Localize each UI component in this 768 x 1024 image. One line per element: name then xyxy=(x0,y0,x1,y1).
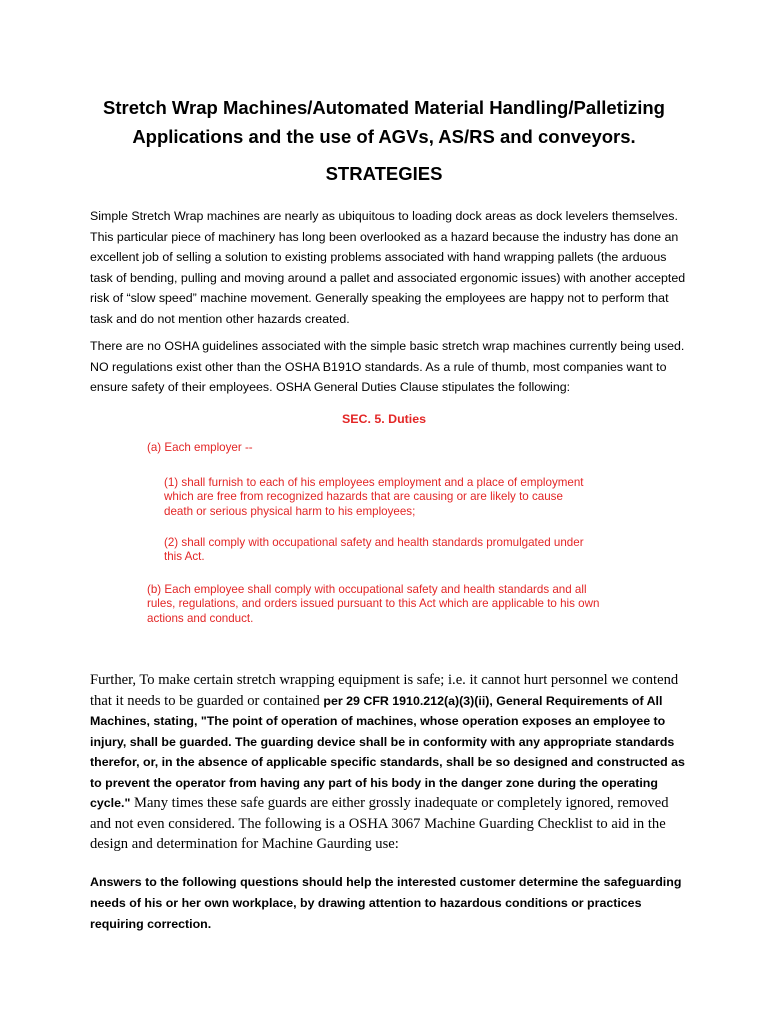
cfr-citation: per 29 CFR 1910.212(a)(3)(ii), General Requirements of All Machines, stating, "The point of operation of machines, whose operation exposes an employee to injury, shall be guarded. The guarding device shall be in conformity with any appropriate standards therefor, or, in the absence of applicable specific standards, shall be so designed and constructed as to prevent the operator from having any part of his body in the danger zone during the operating cycle." xyxy=(90,693,685,810)
guarding-paragraph xyxy=(90,670,690,855)
title-line-2: Applications and the use of AGVs, AS/RS and conveyors. xyxy=(132,126,636,147)
guarding-paragraph-rest: Many times these safe guards are either grossly inadequate or completely ignored, removed and not even considered. The following is a OSHA 3067 Machine Guarding Checklist to aid in the design and determination for Machine Gaurding use: xyxy=(90,795,669,852)
guarding-paragraph-intro: Further, To make certain stretch wrapping equipment is safe; i.e. it cannot hurt personnel we contend that it needs to be guarded or contained xyxy=(90,672,679,709)
osha-paragraph: There are no OSHA guidelines associated with the simple basic stretch wrap machines currently being used. NO regulations exist other than the OSHA B191O standards. As a rule of thumb, most companies want to ensure safety of their employees. OSHA General Duties Clause stipulates the following: xyxy=(90,339,685,395)
intro-paragraph: Simple Stretch Wrap machines are nearly as ubiquitous to loading dock areas as dock levelers themselves. This particular piece of machinery has long been overlooked as a hazard because the industry has done an excellent job of selling a solution to existing problems associated with hand wrapping pallets (the arduous task of bending, pulling and moving around a pallet and associated ergonomic issues) with another accepted risk of “slow speed” machine movement. Generally speaking the employees are happy not to perform that task and do not mention other hazards created. xyxy=(90,209,686,326)
document-title xyxy=(40,93,728,151)
checklist-paragraph: Answers to the following questions should help the interested customer determine the safeguarding needs of his or her own workplace, by drawing attention to hazardous conditions or practices requiring correction. xyxy=(90,875,682,931)
title-line-1: Stretch Wrap Machines/Automated Material Handling/Palletizing xyxy=(103,97,665,118)
clause-a1: (1) shall furnish to each of his employees employment and a place of employment which are free from recognized hazards that are causing or are likely to cause death or serious physical harm to his employees; xyxy=(164,476,584,518)
duties-heading: SEC. 5. Duties xyxy=(341,412,426,426)
section-title-strategies: STRATEGIES xyxy=(325,163,443,184)
clause-a2: (2) shall comply with occupational safety and health standards promulgated under this Act. xyxy=(164,536,584,564)
clause-b: (b) Each employee shall comply with occupational safety and health standards and all rules, regulations, and orders issued pursuant to this Act which are applicable to his own actions and conduct. xyxy=(147,583,600,625)
clause-a: (a) Each employer -- xyxy=(147,441,253,454)
